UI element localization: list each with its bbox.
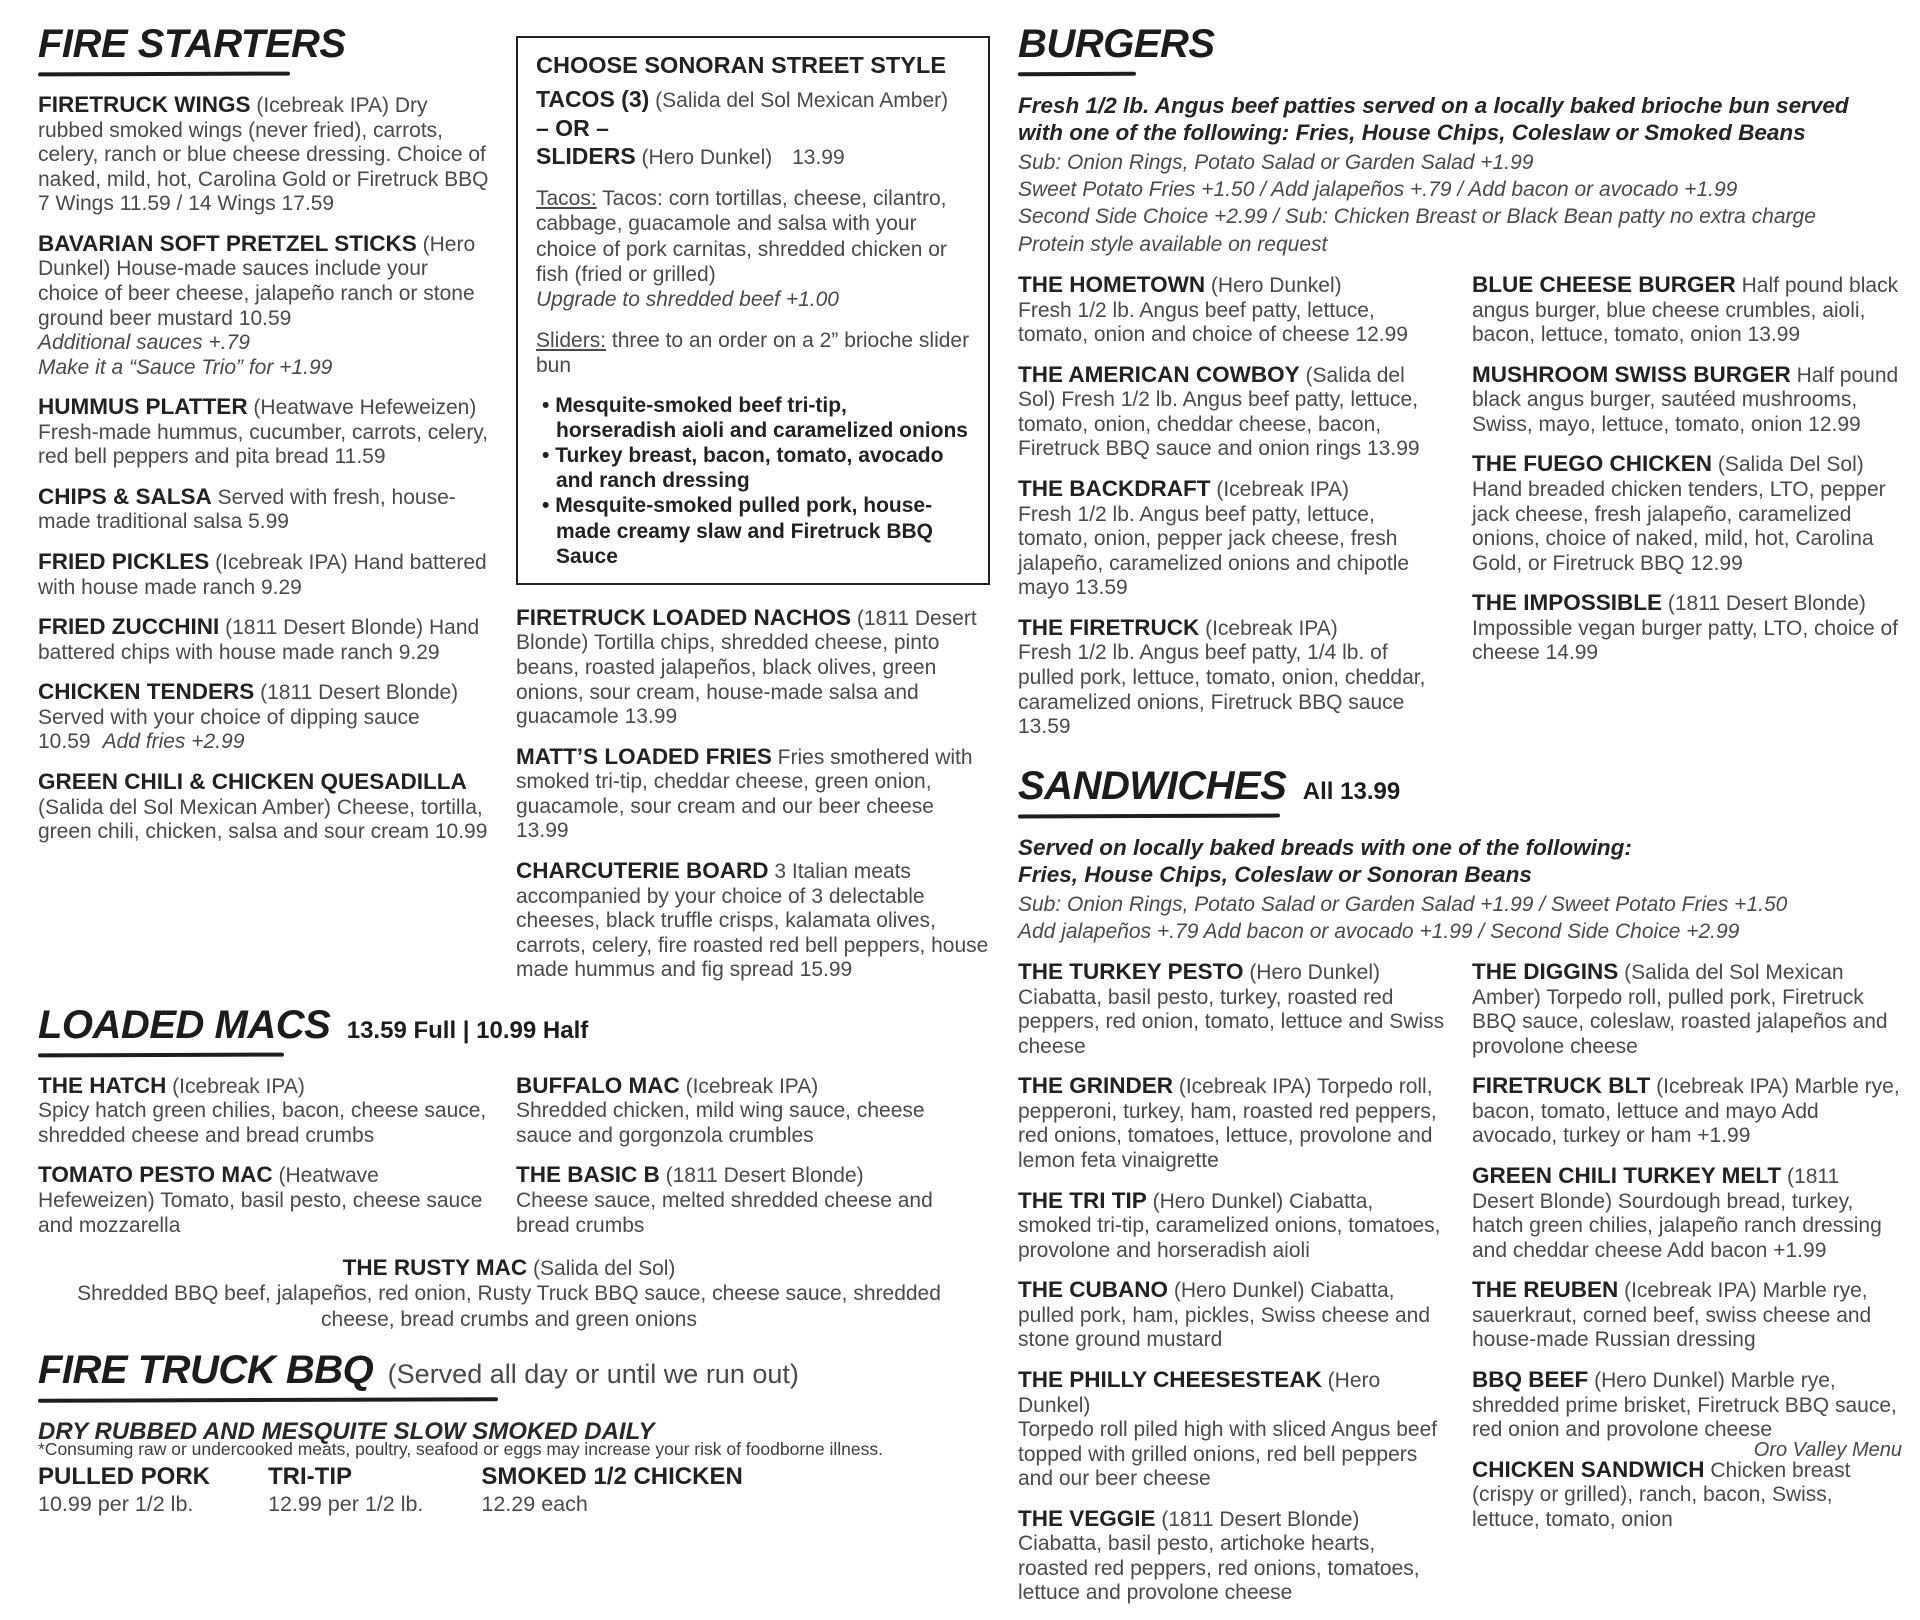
item-description: 3 Italian meats accompanied by your choice of 3 delectable cheeses, black truffle crisps, kalamata olives, carrots, celery, fire roasted red bell peppers, house made hummus and fig spread 15.99 (516, 859, 989, 982)
item-name: THE HATCH (38, 1072, 167, 1098)
item-description: Dry rubbed smoked wings (never fried), carrots, celery, ranch or blue cheese dressing. Choice of naked, mild, hot, Carolina Gold or Firetruck BBQ 7 Wings 11.59 / 14 Wings 17.59 (38, 94, 489, 216)
item-name: THE CUBANO (1018, 1277, 1168, 1303)
tacos-beer-note: (Salida del Sol Mexican Amber) (655, 89, 949, 112)
item-name: MATT’S LOADED FRIES (516, 743, 772, 769)
bbq-header (38, 1348, 980, 1393)
sliders-desc-text: three to an order on a 2” brioche slider bun (536, 329, 970, 378)
consumer-advisory-footnote: *Consuming raw or undercooked meats, poultry, seafood or eggs may increase your risk of foodborne illness. (38, 1439, 883, 1459)
burgers-column-2 (1472, 272, 1902, 754)
item-beer-note: (Hero Dunkel) (38, 232, 476, 281)
sliders-option-line (536, 142, 970, 171)
item-description: Ciabatta, basil pesto, artichoke hearts, roasted red peppers, red onions, tomatoes, lettuce and provolone cheese (1018, 1532, 1420, 1605)
item-name: THE RUSTY MAC (342, 1255, 528, 1281)
slider-options-list (536, 393, 970, 569)
bbq-item (38, 1462, 210, 1517)
slider-option-text: Mesquite-smoked pulled pork, house-made creamy slaw and Firetruck BBQ Sauce (555, 494, 933, 568)
section-title: BURGERS (1018, 22, 1215, 66)
menu-item (1018, 1073, 1446, 1173)
item-beer-note: (Hero Dunkel) (1210, 274, 1342, 298)
item-beer-note: (1811 Desert Blonde) (516, 606, 977, 655)
item-description: Chicken breast (crispy or grilled), ranch, bacon, Swiss, lettuce, tomato, onion (1472, 1458, 1851, 1531)
box-heading: CHOOSE SONORAN STREET STYLE (536, 52, 946, 78)
tacos-desc-text: Tacos: corn tortillas, cheese, cilantro, cabbage, guacamole and salsa with your choice of pork carnitas, shredded chicken or fish (fried or grilled) (536, 187, 947, 286)
item-beer-note: (1811 Desert Blonde) (225, 616, 424, 640)
menu-item (1472, 1163, 1902, 1263)
item-name: THE REUBEN (1472, 1277, 1619, 1303)
section-price-note: 13.59 Full | 10.99 Half (346, 1016, 589, 1044)
menu-item (1018, 1506, 1446, 1606)
intro-italic-line: Protein style available on request (1018, 232, 1328, 256)
burgers-header (1018, 22, 1902, 67)
tacos-label: TACOS (3) (536, 86, 650, 112)
sandwiches-column-1 (1018, 959, 1446, 1620)
item-italic-line: Make it a “Sauce Trio” for +1.99 (38, 355, 333, 379)
sandwiches-grid (1018, 959, 1902, 1620)
item-beer-note: (Icebreak IPA) (256, 94, 389, 117)
item-beer-note: (Salida del Sol Mexican Amber) (1472, 961, 1844, 1009)
menu-item (1018, 272, 1446, 348)
sliders-lead: Sliders: (536, 329, 607, 353)
item-name: TRI-TIP (268, 1462, 353, 1490)
item-name: TOMATO PESTO MAC (38, 1162, 273, 1188)
item-name: THE DIGGINS (1472, 959, 1619, 985)
menu-item (516, 1073, 968, 1149)
item-name: BLUE CHEESE BURGER (1472, 272, 1736, 298)
bbq-subheading: DRY RUBBED AND MESQUITE SLOW SMOKED DAILY (38, 1417, 655, 1445)
item-beer-note: (Salida Del Sol) (1717, 453, 1864, 477)
item-name: BAVARIAN SOFT PRETZEL STICKS (38, 230, 417, 256)
menu-item (38, 484, 490, 535)
item-beer-note: (1811 Desert Blonde) (1161, 1507, 1360, 1531)
item-beer-note: (Salida del Sol) (1018, 363, 1405, 412)
menu-item (516, 1162, 968, 1238)
item-beer-note: (Icebreak IPA) (215, 551, 348, 574)
menu-item (1472, 1073, 1902, 1149)
intro-bold-line: Served on locally baked breads with one of the following: (1018, 834, 1632, 860)
brush-underline (38, 1052, 284, 1057)
item-description: Spicy hatch green chilies, bacon, cheese sauce, shredded cheese and bread crumbs (38, 1099, 487, 1147)
item-name: CHIPS & SALSA (38, 483, 212, 509)
item-description: Cheese sauce, melted shredded cheese and bread crumbs (516, 1189, 933, 1237)
item-name: GREEN CHILI & CHICKEN QUESADILLA (38, 768, 467, 794)
item-beer-note: (1811 Desert Blonde) (665, 1164, 864, 1188)
menu-item (1472, 1457, 1902, 1533)
item-beer-note: (Icebreak IPA) (1624, 1279, 1757, 1303)
item-description: Cheese, tortilla, green chili, chicken, salsa and sour cream 10.99 (38, 795, 488, 844)
burgers-grid (1018, 272, 1902, 754)
loaded-macs-section (38, 1003, 980, 1332)
item-name: THE FUEGO CHICKEN (1472, 451, 1713, 477)
menu-item (38, 549, 490, 600)
item-name: THE HOMETOWN (1018, 272, 1206, 298)
item-description: Torpedo roll, pepperoni, turkey, ham, roasted red peppers, red onions, tomatoes, lettuce, provolone and lemon feta vinaigrette (1018, 1075, 1437, 1173)
menu-item (1018, 476, 1446, 601)
item-description: Marble rye, sauerkraut, corned beef, swiss cheese and house-made Russian dressing (1472, 1279, 1872, 1352)
item-description: Torpedo roll piled high with sliced Angus beef topped with grilled onions, red bell peppers and our beer cheese (1018, 1418, 1438, 1491)
menu-item (1472, 1367, 1902, 1443)
menu-right-half (1018, 22, 1902, 1605)
item-beer-note: (Hero Dunkel) (1152, 1189, 1284, 1213)
item-name: THE TURKEY PESTO (1018, 959, 1244, 985)
intro-bold-line: Fries, House Chips, Coleslaw or Sonoran Beans (1018, 862, 1532, 888)
item-name: THE BACKDRAFT (1018, 476, 1211, 501)
bbq-item (268, 1462, 423, 1517)
menu-item (38, 614, 490, 665)
item-name: SMOKED 1/2 CHICKEN (481, 1462, 743, 1490)
item-description: Shredded chicken, mild wing sauce, cheese sauce and gorgonzola crumbles (516, 1099, 925, 1147)
bbq-item (481, 1462, 742, 1517)
item-name: CHICKEN TENDERS (38, 679, 255, 705)
item-name: THE FIRETRUCK (1018, 614, 1200, 640)
item-description: Fresh 1/2 lb. Angus beef patty, lettuce, tomato, onion, pepper jack cheese, fresh jalapeño, caramelized onions and chipotle mayo 13.59 (1018, 502, 1410, 600)
item-name: BUFFALO MAC (516, 1072, 680, 1098)
item-beer-note: (Icebreak IPA) (172, 1074, 305, 1098)
item-beer-note: (Heatwave Hefeweizen) (38, 1164, 379, 1213)
item-name: FIRETRUCK LOADED NACHOS (516, 604, 851, 630)
tacos-description (536, 186, 970, 312)
item-description: Half pound black angus burger, sautéed mushrooms, Swiss, mayo, lettuce, tomato, onion 12.99 (1472, 363, 1899, 436)
macs-column-1 (38, 1073, 490, 1252)
menu-item (1472, 272, 1902, 348)
intro-bold-line: Fresh 1/2 lb. Angus beef patties served on a locally baked brioche bun served (1018, 93, 1849, 118)
burgers-column-1 (1018, 272, 1446, 754)
item-beer-note: (Heatwave Hefeweizen) (253, 396, 477, 420)
menu-item (1472, 590, 1902, 666)
middle-column (516, 22, 990, 997)
menu-item (1018, 1188, 1446, 1264)
item-description: Ciabatta, basil pesto, turkey, roasted red peppers, red onion, tomato, lettuce and Swiss cheese (1018, 985, 1445, 1058)
item-description: Fresh 1/2 lb. Angus beef patty, 1/4 lb. of pulled pork, lettuce, tomato, onion, cheddar, caramelized onions, Firetruck BBQ sauce 13.59 (1018, 641, 1426, 739)
sonoran-street-style-box (516, 36, 990, 585)
slider-option: • Mesquite-smoked pulled pork, house-made creamy slaw and Firetruck BBQ Sauce (542, 494, 933, 568)
item-addon-note: Add fries +2.99 (102, 730, 245, 754)
item-name: HUMMUS PLATTER (38, 394, 248, 420)
item-name: THE BASIC B (516, 1162, 660, 1188)
section-availability-note: (Served all day or until we run out) (387, 1358, 799, 1389)
sandwiches-header (1018, 764, 1902, 809)
item-name: FRIED ZUCCHINI (38, 614, 220, 640)
menu-item (516, 605, 990, 730)
item-description: Sourdough bread, turkey, hatch green chilies, jalapeño ranch dressing and cheddar cheese Add bacon +1.99 (1472, 1189, 1882, 1262)
menu-item (516, 858, 990, 983)
item-description: Marble rye, shredded prime brisket, Firetruck BBQ sauce, red onion and provolone cheese (1472, 1368, 1897, 1442)
item-description: House-made sauces include your choice of beer cheese, jalapeño ranch or stone ground beer mustard 10.59 (38, 257, 475, 330)
item-name: BBQ BEEF (1472, 1366, 1589, 1392)
menu-item (1472, 959, 1902, 1059)
sandwiches-intro-bold (1018, 834, 1902, 889)
item-description: Served with fresh, house-made traditional salsa 5.99 (38, 485, 456, 534)
burgers-section (1018, 22, 1902, 754)
menu-item (38, 394, 490, 470)
fire-starters-section (38, 22, 490, 997)
menu-item (1472, 1277, 1902, 1353)
item-beer-note: (1811 Desert Blonde) (1472, 1165, 1840, 1213)
item-name: THE AMERICAN COWBOY (1018, 361, 1300, 387)
item-name: THE TRI TIP (1018, 1187, 1147, 1213)
item-name: MUSHROOM SWISS BURGER (1472, 361, 1791, 387)
item-name: CHARCUTERIE BOARD (516, 857, 769, 883)
sandwiches-intro-subs (1018, 891, 1902, 946)
item-description: Fresh 1/2 lb. Angus beef patty, lettuce, tomato, onion and choice of cheese 12.99 (1018, 298, 1408, 347)
burgers-intro-subs (1018, 149, 1902, 258)
item-name: THE GRINDER (1018, 1073, 1174, 1099)
tacos-upgrade-note: Upgrade to shredded beef +1.00 (536, 288, 839, 312)
item-name: CHICKEN SANDWICH (1472, 1456, 1705, 1482)
item-name: THE VEGGIE (1018, 1505, 1156, 1531)
item-name: FIRETRUCK WINGS (38, 92, 251, 117)
item-name: THE IMPOSSIBLE (1472, 590, 1663, 616)
item-description: Torpedo roll, pulled pork, Firetruck BBQ sauce, coleslaw, roasted jalapeños and provolone cheese (1472, 985, 1888, 1058)
item-description: Hand battered with house made ranch 9.29 (38, 551, 487, 599)
menu-location-label: Oro Valley Menu (1753, 1439, 1902, 1461)
item-name: GREEN CHILI TURKEY MELT (1472, 1163, 1782, 1189)
top-row (38, 22, 989, 997)
item-beer-note: (Hero Dunkel) (1249, 961, 1381, 985)
item-beer-note: (Icebreak IPA) (1178, 1075, 1312, 1099)
rusty-mac-item (69, 1254, 949, 1332)
fire-starters-items (38, 92, 490, 845)
menu-item (1472, 362, 1902, 438)
fire-truck-bbq-section (38, 1348, 980, 1517)
item-beer-note: (Icebreak IPA) (1656, 1075, 1789, 1099)
item-description: Ciabatta, pulled pork, ham, pickles, Swiss cheese and stone ground mustard (1018, 1279, 1431, 1352)
item-description: Hand breaded chicken tenders, LTO, pepper jack cheese, fresh jalapeño, caramelized onions, choice of naked, mild, hot, Carolina Gold, or Firetruck BBQ 12.99 (1472, 478, 1886, 575)
item-description: Ciabatta, smoked tri-tip, caramelized onions, tomatoes, provolone and horseradish aioli (1018, 1189, 1441, 1262)
sliders-beer-note: (Hero Dunkel) (641, 145, 773, 169)
tacos-option-line (536, 85, 970, 114)
brush-underline (38, 72, 290, 77)
intro-italic-line: Second Side Choice +2.99 / Sub: Chicken Breast or Black Bean patty no extra charge (1018, 205, 1816, 229)
item-description: Marble rye, bacon, tomato, lettuce and mayo Add avocado, turkey or ham +1.99 (1472, 1075, 1900, 1148)
menu-item (38, 92, 490, 217)
item-description: Shredded BBQ beef, jalapeños, red onion, Rusty Truck BBQ sauce, cheese sauce, shredded cheese, bread crumbs and green onions (77, 1282, 941, 1331)
intro-italic-line: Sweet Potato Fries +1.50 / Add jalapeños +.79 / Add bacon or avocado +1.99 (1018, 178, 1738, 202)
item-beer-note: (Icebreak IPA) (1205, 616, 1338, 640)
menu-item (516, 744, 990, 844)
item-name: THE PHILLY CHEESESTEAK (1018, 1366, 1322, 1392)
section-title: FIRE TRUCK BBQ (38, 1347, 374, 1392)
item-price: 12.29 each (481, 1491, 588, 1516)
item-beer-note: (Hero Dunkel) (1594, 1368, 1725, 1392)
or-divider: – OR – (536, 114, 609, 141)
section-price-note: All 13.99 (1302, 777, 1401, 805)
intro-italic-line: Add jalapeños +.79 Add bacon or avocado +1.99 / Second Side Choice +2.99 (1018, 919, 1740, 943)
item-beer-note: (1811 Desert Blonde) (260, 681, 459, 705)
item-description: Impossible vegan burger patty, LTO, choice of cheese 14.99 (1472, 616, 1899, 665)
macs-column-2 (516, 1073, 968, 1252)
item-description: Tortilla chips, shredded cheese, pinto beans, roasted jalapeños, black olives, green onions, sour cream, house-made salsa and guacamole 13.99 (516, 631, 940, 729)
middle-items (516, 605, 990, 983)
item-beer-note: (Icebreak IPA) (1216, 478, 1349, 501)
menu-item (1018, 1367, 1446, 1492)
menu-item (1018, 959, 1446, 1059)
item-name: PULLED PORK (38, 1462, 211, 1490)
item-price: 10.99 per 1/2 lb. (38, 1491, 194, 1516)
menu-item (1472, 451, 1902, 576)
sliders-label: SLIDERS (536, 142, 636, 169)
loaded-macs-header (38, 1003, 980, 1048)
slider-option-text: Mesquite-smoked beef tri-tip, horseradish aioli and caramelized onions (555, 393, 968, 442)
item-beer-note: (1811 Desert Blonde) (1667, 592, 1866, 616)
brush-underline (1018, 813, 1280, 818)
item-beer-note: (Icebreak IPA) (685, 1074, 819, 1098)
item-beer-note: (Salida del Sol Mexican Amber) (38, 795, 331, 819)
sliders-price: 13.99 (792, 145, 845, 169)
item-italic-lines (38, 331, 490, 380)
menu-item (38, 769, 490, 845)
section-title: FIRE STARTERS (38, 22, 346, 66)
section-title: SANDWICHES (1018, 763, 1287, 808)
item-beer-note: (Hero Dunkel) (1173, 1279, 1305, 1303)
item-name: FRIED PICKLES (38, 549, 210, 574)
slider-option: • Mesquite-smoked beef tri-tip, horseradish aioli and caramelized onions (542, 393, 968, 442)
brush-underline (38, 1397, 498, 1403)
intro-italic-line: Sub: Onion Rings, Potato Salad or Garden Salad +1.99 (1018, 150, 1534, 174)
item-description: Hand battered chips with house made ranch 9.29 (38, 616, 480, 664)
sandwiches-section (1018, 764, 1902, 1620)
menu-item (38, 679, 490, 755)
item-italic-line: Additional sauces +.79 (38, 331, 250, 355)
item-beer-note: (Hero Dunkel) (1018, 1368, 1381, 1417)
sliders-description (536, 328, 970, 378)
item-beer-note: (Salida del Sol) (533, 1257, 676, 1281)
menu-item (38, 1162, 490, 1238)
item-description: Fries smothered with smoked tri-tip, cheddar cheese, green onion, guacamole, sour cream and our beer cheese 13.99 (516, 745, 973, 843)
loaded-macs-grid (38, 1073, 980, 1252)
fire-starters-header (38, 22, 490, 67)
intro-italic-line: Sub: Onion Rings, Potato Salad or Garden Salad +1.99 / Sweet Potato Fries +1.50 (1018, 892, 1788, 916)
item-description: Served with your choice of dipping sauce 10.59 (38, 705, 420, 754)
item-description: Fresh-made hummus, cucumber, carrots, celery, red bell peppers and pita bread 11.59 (38, 420, 489, 469)
brush-underline (1018, 72, 1136, 76)
item-description: Half pound black angus burger, blue cheese crumbles, aioli, bacon, lettuce, tomato, onion 13.99 (1472, 274, 1899, 347)
menu-item (38, 231, 490, 380)
menu-left-half (38, 22, 989, 1516)
item-description: Fresh 1/2 lb. Angus beef patty, lettuce, tomato, onion, cheddar cheese, bacon, Firetruck BBQ sauce and onion rings 13.99 (1018, 388, 1420, 461)
item-description: Tomato, basil pesto, cheese sauce and mozzarella (38, 1189, 483, 1237)
burgers-intro-bold (1018, 92, 1902, 147)
slider-option: • Turkey breast, bacon, tomato, avocado and ranch dressing (542, 443, 944, 493)
sandwiches-column-2 (1472, 959, 1902, 1620)
bbq-items (38, 1462, 980, 1517)
menu-item (1018, 362, 1446, 462)
item-price: 12.99 per 1/2 lb. (268, 1491, 424, 1516)
section-title: LOADED MACS (38, 1002, 331, 1047)
menu-item (1018, 615, 1446, 740)
item-name: FIRETRUCK BLT (1472, 1073, 1651, 1099)
slider-option-text: Turkey breast, bacon, tomato, avocado and ranch dressing (555, 443, 944, 493)
menu-item (1018, 1277, 1446, 1353)
tacos-lead: Tacos: (536, 187, 597, 211)
intro-bold-line: with one of the following: Fries, House Chips, Coleslaw or Smoked Beans (1018, 120, 1806, 146)
menu-item (38, 1073, 490, 1149)
